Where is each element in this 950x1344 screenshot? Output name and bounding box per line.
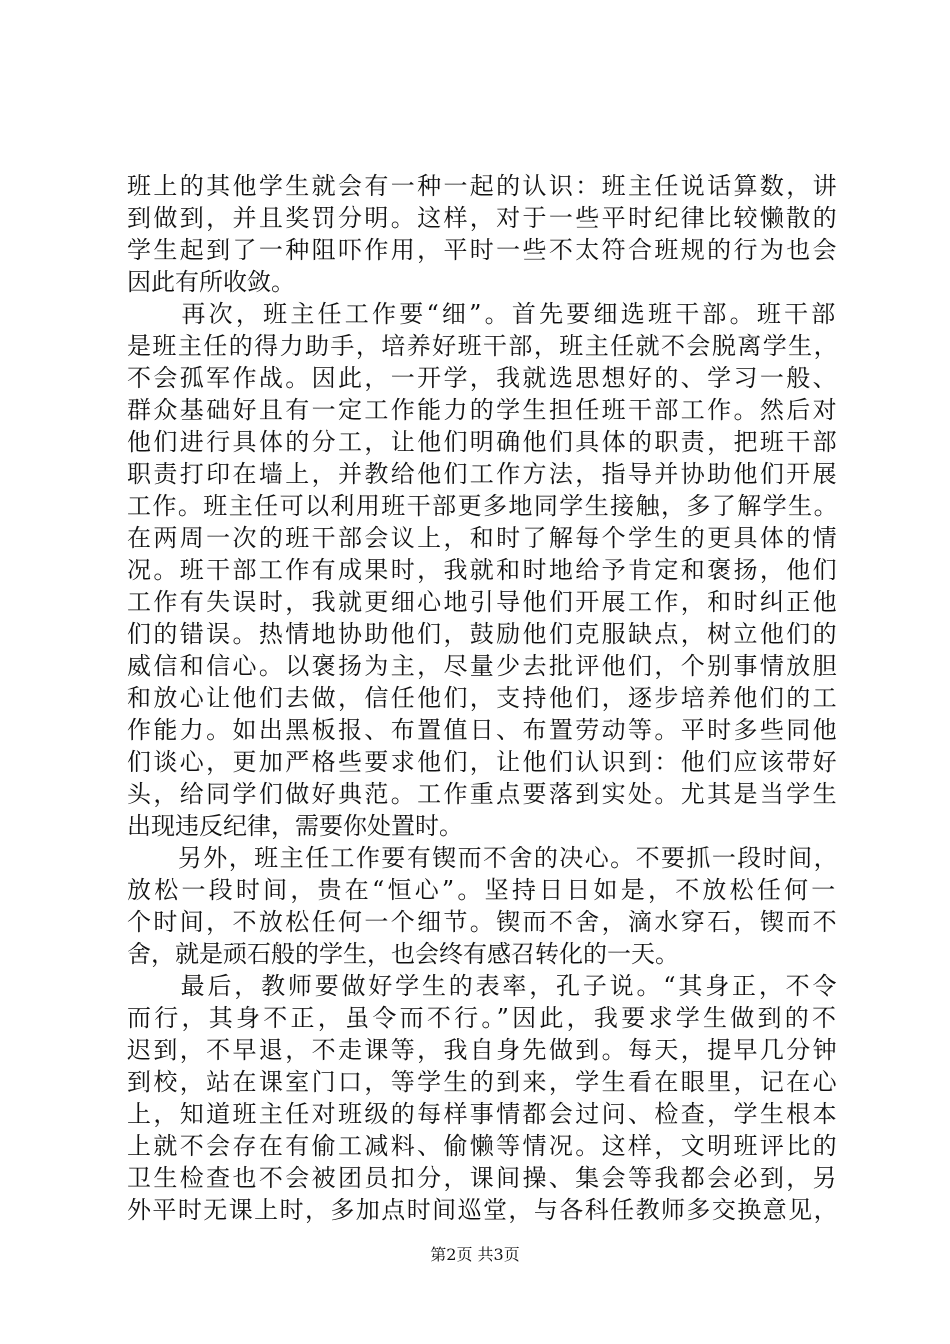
text-line: 卫生检查也不会被团员扣分，课间操、集会等我都会必到，另	[127, 1164, 839, 1192]
text-line: 他们进行具体的分工，让他们明确他们具体的职责，把班干部	[127, 428, 839, 456]
text-line: 作能力。如出黑板报、布置值日、布置劳动等。平时多些同他	[127, 716, 839, 744]
text-line: 们谈心，更加严格些要求他们，让他们认识到：他们应该带好	[127, 748, 839, 776]
text-line: 学生起到了一种阻吓作用，平时一些不太符合班规的行为也会	[127, 236, 839, 264]
page-number-footer: 第2页 共3页	[430, 1245, 520, 1264]
text-line: 外平时无课上时，多加点时间巡堂，与各科任教师多交换意见，	[127, 1196, 840, 1224]
text-line: 群众基础好且有一定工作能力的学生担任班干部工作。然后对	[127, 396, 839, 424]
body-text	[127, 170, 839, 1226]
text-line: 威信和信心。以褒扬为主，尽量少去批评他们，个别事情放胆	[127, 652, 839, 680]
text-line: 们的错误。热情地协助他们，鼓励他们克服缺点，树立他们的	[127, 620, 839, 648]
text-line: 工作有失误时，我就更细心地引导他们开展工作，和时纠正他	[127, 588, 839, 616]
text-line: 舍，就是顽石般的学生，也会终有感召转化的一天。	[127, 940, 679, 968]
text-line: 工作。班主任可以利用班干部更多地同学生接触，多了解学生。	[127, 492, 840, 520]
text-line: 到校，站在课室门口，等学生的到来，学生看在眼里，记在心	[127, 1068, 839, 1096]
text-line: 上，知道班主任对班级的每样事情都会过问、检查，学生根本	[127, 1100, 839, 1128]
text-line: 况。班干部工作有成果时，我就和时地给予肯定和褒扬，他们	[127, 556, 839, 584]
text-line: 而行，其身不正，虽令而不行。”因此，我要求学生做到的不	[127, 1004, 840, 1032]
text-line: 职责打印在墙上，并教给他们工作方法，指导并协助他们开展	[127, 460, 839, 488]
text-line: 迟到，不早退，不走课等，我自身先做到。每天，提早几分钟	[127, 1036, 839, 1064]
text-line: 不会孤军作战。因此，一开学，我就选思想好的、学习一般、	[127, 364, 839, 392]
text-line: 另外，班主任工作要有锲而不舍的决心。不要抓一段时间，	[127, 844, 840, 872]
text-line: 因此有所收敛。	[127, 268, 295, 296]
text-line: 再次，班主任工作要“细”。首先要细选班干部。班干部	[127, 300, 839, 328]
text-line: 最后，教师要做好学生的表率，孔子说。“其身正，不令	[127, 972, 840, 1000]
text-line: 头，给同学们做好典范。工作重点要落到实处。尤其是当学生	[127, 780, 839, 808]
text-line: 放松一段时间，贵在“恒心”。坚持日日如是，不放松任何一	[127, 876, 839, 904]
text-line: 到做到，并且奖罚分明。这样，对于一些平时纪律比较懒散的	[127, 204, 839, 232]
text-line: 个时间，不放松任何一个细节。锲而不舍，滴水穿石，锲而不	[127, 908, 839, 936]
text-line: 在两周一次的班干部会议上，和时了解每个学生的更具体的情	[127, 524, 839, 552]
text-line: 上就不会存在有偷工减料、偷懒等情况。这样，文明班评比的	[127, 1132, 839, 1160]
text-line: 班上的其他学生就会有一种一起的认识：班主任说话算数，讲	[127, 172, 839, 200]
text-line: 是班主任的得力助手，培养好班干部，班主任就不会脱离学生，	[127, 332, 840, 360]
text-line: 出现违反纪律，需要你处置时。	[127, 812, 463, 840]
text-line: 和放心让他们去做，信任他们，支持他们，逐步培养他们的工	[127, 684, 839, 712]
